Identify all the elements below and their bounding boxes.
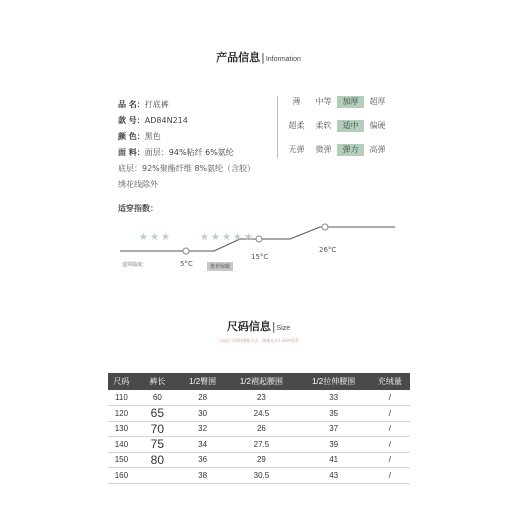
property-option: 无弹 [288, 145, 305, 154]
size-table-cell: 35 [298, 406, 370, 422]
temperature-label: 适穿温度： [122, 262, 148, 268]
property-option: 超厚 [369, 97, 386, 106]
product-info-title [0, 49, 517, 65]
fit-star-icon: ★ [233, 232, 242, 243]
info-row-style-number [118, 113, 255, 129]
size-table-cell: 33 [298, 390, 370, 406]
info-row-color [118, 129, 255, 145]
temp-26: 26°C [319, 246, 337, 254]
title-separator: | [261, 51, 265, 64]
size-table-cell: / [370, 437, 410, 453]
size-table-cell: 160 [108, 468, 135, 484]
size-table-row [108, 468, 410, 484]
product-info-title-en: Information [265, 56, 301, 63]
info-row-fabric [118, 145, 255, 161]
property-option: 微弹 [315, 145, 332, 154]
size-table-cell: / [370, 421, 410, 437]
product-info-list [118, 97, 255, 193]
fit-star-icon: ★ [244, 232, 253, 243]
size-table-cell: 38 [180, 468, 225, 484]
size-table-cell: 28 [180, 390, 225, 406]
size-table-header-cell: 尺码 [108, 373, 135, 390]
size-table-row [108, 437, 410, 453]
size-table-cell: / [370, 406, 410, 422]
size-table-cell: 70 [135, 421, 180, 437]
property-option: 偏硬 [369, 121, 386, 130]
fit-star-icon: ★ [222, 232, 231, 243]
fit-star-icon: ★ [161, 232, 170, 243]
size-table [108, 373, 410, 484]
size-table-cell: 43 [298, 468, 370, 484]
property-scale-row [283, 96, 391, 108]
size-table-cell: 26 [225, 421, 297, 437]
info-label: 品 名： [118, 100, 145, 109]
size-table-header-cell: 1/2拉伸腰围 [298, 373, 370, 390]
size-table-cell: 30 [180, 406, 225, 422]
size-table-cell: 30.5 [225, 468, 297, 484]
size-table-header-cell: 1/2褶起腰围 [225, 373, 297, 390]
property-option: 薄 [292, 97, 301, 106]
recommended-warm-tag: 推荐保暖 [207, 262, 233, 271]
size-table-cell: 120 [108, 406, 135, 422]
property-scales [283, 96, 391, 168]
property-scale-row [283, 120, 391, 132]
size-table-cell: / [370, 390, 410, 406]
property-scale-row [283, 144, 391, 156]
size-table-cell: 24.5 [225, 406, 297, 422]
size-table-row [108, 390, 410, 406]
info-fabric-lining: 底层：92%聚酯纤维 8%氨纶（含胶） [118, 164, 256, 173]
size-table-cell: 32 [180, 421, 225, 437]
size-table-cell: 65 [135, 406, 180, 422]
size-table-cell: 37 [298, 421, 370, 437]
fit-star-icon: ★ [139, 232, 148, 243]
vertical-divider [277, 96, 278, 158]
fit-star-icon: ★ [200, 232, 209, 243]
info-embroidery-note: 绣花线除外 [118, 180, 158, 189]
size-table-cell: 23 [225, 390, 297, 406]
size-table-cell: 110 [108, 390, 135, 406]
property-option: 超柔 [288, 121, 305, 130]
size-table-cell: 150 [108, 452, 135, 468]
size-table-cell: 80 [135, 452, 180, 468]
property-option-selected: 弹力 [337, 144, 364, 156]
property-option: 高弹 [369, 145, 386, 154]
info-row-name [118, 97, 255, 113]
size-table-header-cell: 裤长 [135, 373, 180, 390]
measurement-note: 尺码因不同的测量方法，测量允许1-3cm误差 [218, 338, 299, 343]
info-value: 面层：94%粘纤 6%氨纶 [144, 148, 234, 157]
size-info-title-cn: 尺码信息 [226, 320, 271, 333]
info-label: 款 号： [118, 116, 145, 125]
info-label: 颜 色： [118, 132, 145, 141]
info-value: AD84N214 [144, 116, 188, 125]
size-table-header-cell: 1/2臀围 [180, 373, 225, 390]
size-table-cell: 41 [298, 452, 370, 468]
fit-star-icon: ★ [211, 232, 220, 243]
size-table-cell: 75 [135, 437, 180, 453]
size-table-cell: 60 [135, 390, 180, 406]
size-table-row [108, 421, 410, 437]
temp-5: 5°C [180, 260, 193, 268]
info-label: 面 料： [118, 148, 145, 157]
size-table-cell: 29 [225, 452, 297, 468]
size-table-row [108, 406, 410, 422]
info-value: 黑色 [144, 132, 161, 141]
size-table-cell [135, 468, 180, 484]
property-option-selected: 加厚 [337, 96, 364, 108]
title-separator: | [271, 320, 276, 333]
property-option: 中等 [315, 97, 332, 106]
size-table-cell: / [370, 468, 410, 484]
size-table-body [108, 390, 410, 483]
size-table-header [108, 373, 410, 390]
property-option-selected: 适中 [337, 120, 364, 132]
temperature-point [322, 224, 328, 230]
size-table-cell: 36 [180, 452, 225, 468]
temp-15: 15°C [251, 253, 269, 261]
fit-index-title: 适穿指数： [118, 204, 158, 213]
size-table-cell: 39 [298, 437, 370, 453]
size-table-cell: 130 [108, 421, 135, 437]
info-value: 打底裤 [144, 100, 169, 109]
product-info-title-cn: 产品信息 [216, 51, 261, 64]
temperature-fit-graph [0, 220, 517, 275]
fit-star-icon: ★ [150, 232, 159, 243]
size-table-cell: 140 [108, 437, 135, 453]
size-table-cell: 34 [180, 437, 225, 453]
property-option: 柔软 [315, 121, 332, 130]
temperature-point [183, 248, 189, 254]
size-table-cell: / [370, 452, 410, 468]
size-table-cell: 27.5 [225, 437, 297, 453]
size-info-title-en: Size [276, 325, 291, 332]
temperature-point [256, 236, 262, 242]
size-info-title [0, 318, 517, 334]
size-table-row [108, 452, 410, 468]
size-table-header-cell: 充绒量 [370, 373, 410, 390]
